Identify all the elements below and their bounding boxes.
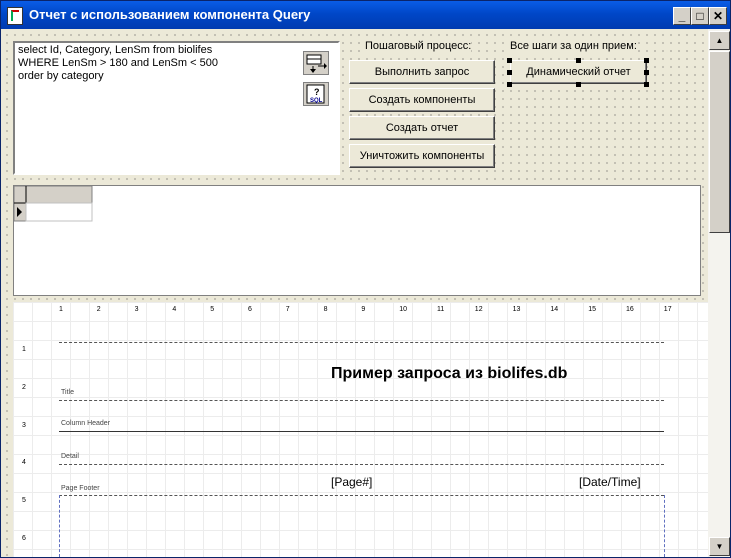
left-margin-line — [59, 495, 60, 557]
destroy-components-button[interactable]: Уничтожить компоненты — [349, 144, 495, 168]
date-time-field[interactable]: [Date/Time] — [579, 475, 641, 489]
dynamic-report-button[interactable]: Динамический отчет — [510, 60, 647, 84]
column-header-band[interactable] — [59, 400, 664, 432]
column-header-band-label: Column Header — [61, 420, 111, 427]
selection-handle[interactable] — [507, 82, 512, 87]
ruler-tick-label: 6 — [22, 535, 26, 542]
create-report-button[interactable]: Создать отчет — [349, 116, 495, 140]
ruler-tick-label: 10 — [399, 306, 407, 313]
report-title-text[interactable]: Пример запроса из biolifes.db — [331, 365, 568, 382]
ruler-tick-label: 12 — [474, 306, 483, 313]
selection-handle[interactable] — [644, 58, 649, 63]
all-steps-label: Все шаги за один прием: — [510, 40, 637, 52]
page-footer-band[interactable] — [59, 465, 664, 496]
title-band[interactable] — [59, 342, 664, 401]
page-number-field[interactable]: [Page#] — [331, 475, 373, 489]
ruler-tick-label: 11 — [437, 306, 445, 313]
app-icon — [7, 7, 23, 25]
ruler-tick-label: 15 — [588, 306, 596, 313]
ruler-tick-label: 3 — [22, 421, 26, 429]
svg-text:?: ? — [314, 87, 320, 97]
ruler-tick-label: 1 — [59, 306, 63, 313]
scroll-thumb[interactable] — [709, 51, 730, 233]
close-button[interactable]: ✕ — [709, 7, 727, 25]
maximize-button[interactable]: □ — [691, 7, 709, 25]
ruler-tick-label: 3 — [134, 306, 139, 313]
report-designer[interactable] — [13, 302, 708, 557]
data-grid[interactable] — [13, 185, 701, 296]
scroll-down-arrow-icon[interactable]: ▼ — [709, 537, 730, 556]
ruler-tick-label: 4 — [22, 459, 26, 467]
selection-handle[interactable] — [644, 70, 649, 75]
ruler-tick-label: 8 — [323, 306, 328, 313]
selection-handle[interactable] — [576, 58, 581, 63]
window-title: Отчет с использованием компонента Query — [29, 7, 311, 22]
sql-memo[interactable]: select Id, Category, LenSm from biolifes WHERE LenSm > 180 and LenSm < 500 order by category — [13, 41, 340, 175]
ruler-tick-label: 7 — [285, 306, 290, 313]
ruler-tick-label: 2 — [96, 306, 101, 313]
vertical-scrollbar[interactable] — [708, 29, 730, 557]
ruler-tick-label: 9 — [361, 306, 366, 313]
ruler-tick-label: 13 — [512, 306, 521, 313]
ruler-tick-label: 17 — [663, 306, 672, 313]
ruler-tick-label: 14 — [550, 306, 559, 313]
ruler-tick-label: 6 — [248, 306, 252, 313]
ruler-tick-label: 5 — [22, 497, 26, 505]
ruler-tick-label: 5 — [210, 306, 215, 313]
ruler-tick-label: 2 — [22, 383, 26, 391]
detail-band-label: Detail — [61, 453, 79, 460]
form-client-area — [1, 29, 708, 557]
create-components-button[interactable]: Создать компоненты — [349, 88, 495, 112]
ruler-tick-label: 1 — [22, 346, 26, 353]
page-footer-band-label: Page Footer — [61, 485, 100, 492]
selection-handle[interactable] — [576, 82, 581, 87]
selection-handle[interactable] — [507, 70, 512, 75]
title-band-label: Title — [61, 389, 74, 396]
right-margin-line — [664, 495, 665, 557]
scroll-up-arrow-icon[interactable]: ▲ — [709, 31, 730, 50]
ruler-tick-label: 4 — [172, 306, 177, 313]
run-query-button[interactable]: Выполнить запрос — [349, 60, 495, 84]
detail-band[interactable] — [59, 432, 664, 465]
sql-builder-icon[interactable] — [303, 82, 329, 106]
title-bar[interactable] — [1, 1, 730, 29]
step-process-label: Пошаговый процесс: — [365, 40, 472, 52]
minimize-button[interactable]: _ — [673, 7, 691, 25]
ruler-tick-label: 16 — [626, 306, 634, 313]
selection-handle[interactable] — [644, 82, 649, 87]
fields-editor-icon[interactable] — [303, 51, 329, 75]
sql-icon-label: SQL — [310, 98, 323, 104]
selection-handle[interactable] — [507, 58, 512, 63]
